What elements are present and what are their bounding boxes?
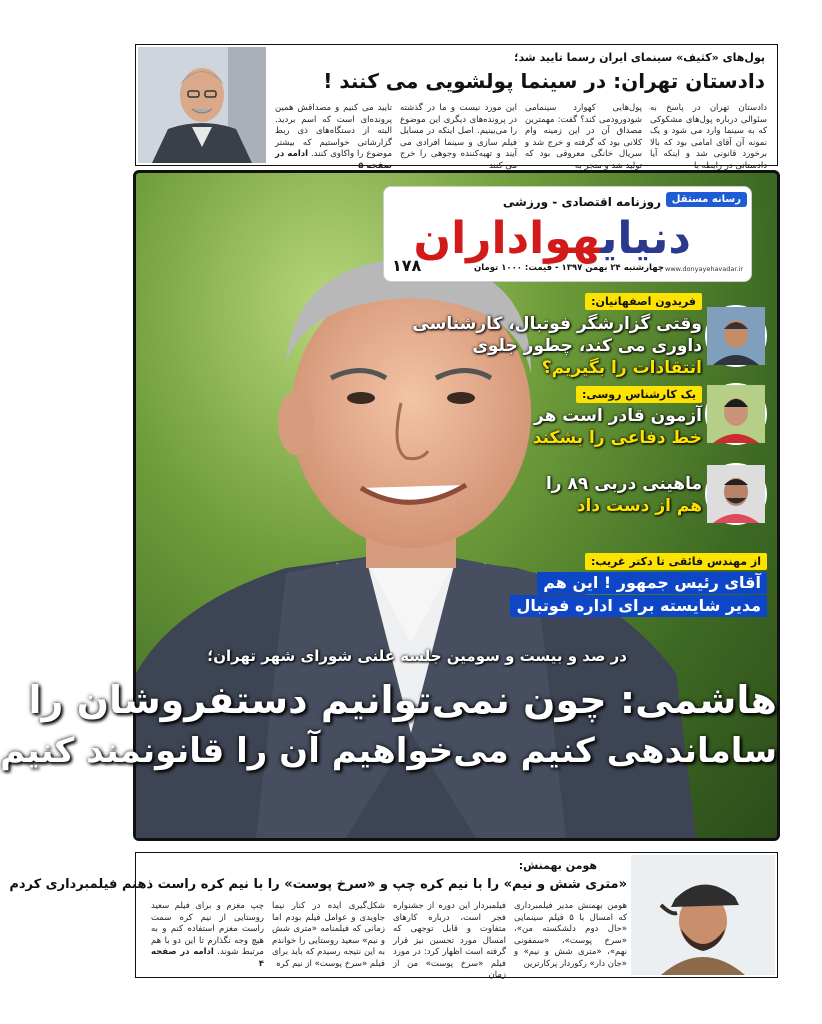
side-story-2-line: خط دفاعی را بشکند [532, 428, 702, 448]
prosecutor-photo [138, 47, 266, 163]
masthead-logo[interactable] [414, 213, 691, 264]
top-story-column: دادستان تهران در پاسخ به سئوالی درباره پول‌های مشکوکی که به سینما وارد می شود و یک نمونه آن آقای امامی بود که بالا برخورد قانونی شد و اینکه آیا دادستانی در رابطه با [650, 103, 767, 171]
side-story-3-line: هم از دست داد [576, 496, 702, 516]
logo-part-a: دنیای [600, 213, 691, 264]
website-url[interactable]: www.donyayehavadar.ir [665, 265, 743, 273]
prosecutor-figure [138, 47, 266, 163]
top-story-headline[interactable]: دادستان تهران: در سینما پولشویی می کنند ! [323, 69, 765, 93]
independent-media-badge: رسانه مستقل [666, 192, 747, 207]
bottom-story-columns [142, 901, 627, 980]
side-story-1-label: فریدون اصفهانیان: [585, 293, 702, 310]
issue-number: ۱۷۸ [392, 256, 422, 275]
main-headline-line-2[interactable]: ساماندهی کنیم می‌خواهیم آن را قانونمند کنیم [0, 731, 777, 771]
side-story-3-headline[interactable] [546, 473, 702, 517]
top-story-column [275, 103, 393, 171]
bottom-story-column: هومن بهمنش مدیر فیلمبرداری که امسال با ۵ فیلم سینمایی «حال دوم دلشکسته من»، «سرخ پوست»، «سمفونی نهم»، «متری شش و نیم» و «جان دار» رکوردار پرکارترین [514, 901, 627, 969]
side-story-1-line: انتقادات را بگیریم؟ [541, 358, 702, 378]
bottom-story-headline[interactable]: «متری شش و نیم» را با نیم کره چپ و «سرخ پوست» را با نیم کره راست ذهنم فیلمبرداری کردم [9, 877, 627, 892]
bottom-story-continue[interactable]: ادامه در صفحه ۴ [151, 947, 264, 969]
bottom-story-column: شکل‌گیری ایده در کنار نیما جاویدی و عوامل فیلم بودم اما زمانی که فیلمنامه «متری شش و نیم» سعید روستایی را خواندم به این نتیجه رسیدم که باید برای فیلم «سرخ پوست» از نیم کره [272, 901, 385, 969]
top-story-kicker: پول‌های «کثیف» سینمای ایران رسما تایید شد؛ [514, 51, 765, 64]
bottom-story-column: فیلمبردار این دوره از جشنواره فجر است، درباره کارهای متفاوت و قابل توجهی که امسال مورد تحسین نیز قرار گرفته است اظهار کرد: در مورد فیلم «سرخ پوست» من از زمان [393, 901, 506, 980]
masthead [383, 186, 752, 282]
top-story-column-text: تایید می کنیم و مصداقش همین پرونده‌ای است که اسم بردید. البته از دستگاه‌های ذی ربط گزارشاتی خواستیم که بیشتر موضوع را واکاوی کنند. [275, 103, 393, 159]
esfahanian-face [707, 307, 765, 365]
top-story-continue[interactable]: ادامه در صفحه ۵ [275, 149, 392, 171]
side-story-2-label: یک کارشناس روسی: [576, 386, 702, 403]
top-story-columns [267, 103, 767, 171]
mahini-face [707, 465, 765, 523]
esfahanian-photo [705, 305, 767, 367]
bottom-story-kicker: هومن بهمنش: [518, 859, 597, 872]
side-story-1-line: داوری می کند، چطور جلوی [472, 336, 702, 356]
bahmanesh-figure [631, 855, 775, 975]
side-story-3-line: ماهینی دربی ۸۹ را [545, 474, 702, 494]
main-story-kicker: در صد و بیست و سومین جلسه علنی شورای شهر تهران؛ [207, 647, 627, 665]
top-story-column: این مورد نیست و ما در گذشته در پرونده‌های دیگری این موضوع را می‌بینیم. اصل اینکه در مسایل فیلم سازی و سینما افرادی می آیند و تهیه‌کننده وجوهی را خرج می کنند [400, 103, 517, 171]
azmoun-photo [705, 383, 767, 445]
main-headline-line-1[interactable]: هاشمی: چون نمی‌توانیم دستفروشان را [28, 678, 777, 722]
side-story-2-headline[interactable] [533, 405, 702, 449]
side-story-1-line: وقتی گزارشگر فوتبال، کارشناسی [412, 314, 702, 334]
logo-part-b: هواداران [413, 213, 601, 264]
top-story-column: پول‌هایی کهوارد سینمامی شودورودمی کند؟ گفت: مهمترین مصداق آن در این زمینه وام کلانی بود که گرفته و خرج شد و سریال خانگی معروفی بود که تولید شد و منجر به [525, 103, 642, 171]
bahmanesh-photo [631, 855, 775, 975]
tadayyon-label: از مهندس فائقی تا دکتر غریب: [585, 553, 767, 570]
mahini-photo [705, 463, 767, 525]
bottom-story-column-text: چپ مغزم و برای فیلم سعید روستایی از نیم کره سمت راست مغزم استفاده کنم و به هیچ وجه نگذارم تا این دو با هم مرتبط شوند. [151, 901, 264, 957]
issue-date-price: چهارشنبه ۲۴ بهمن ۱۳۹۷ - قیمت: ۱۰۰۰ تومان [474, 263, 664, 273]
azmoun-face [707, 385, 765, 443]
tadayyon-line-2[interactable]: مدیر شایسته برای اداره فوتبال [510, 595, 767, 617]
side-story-1-headline[interactable] [412, 313, 702, 379]
top-story-box [135, 44, 778, 171]
bottom-story-box [9, 852, 778, 980]
cover-poster [0, 170, 780, 841]
bottom-story-column [151, 901, 264, 975]
side-story-2-line: آزمون قادر است هر [534, 406, 702, 426]
masthead-subtitle: روزنامه اقتصادی - ورزشی [502, 195, 661, 209]
tadayyon-line-1[interactable]: آقای رئیس جمهور ! این هم [537, 572, 767, 594]
